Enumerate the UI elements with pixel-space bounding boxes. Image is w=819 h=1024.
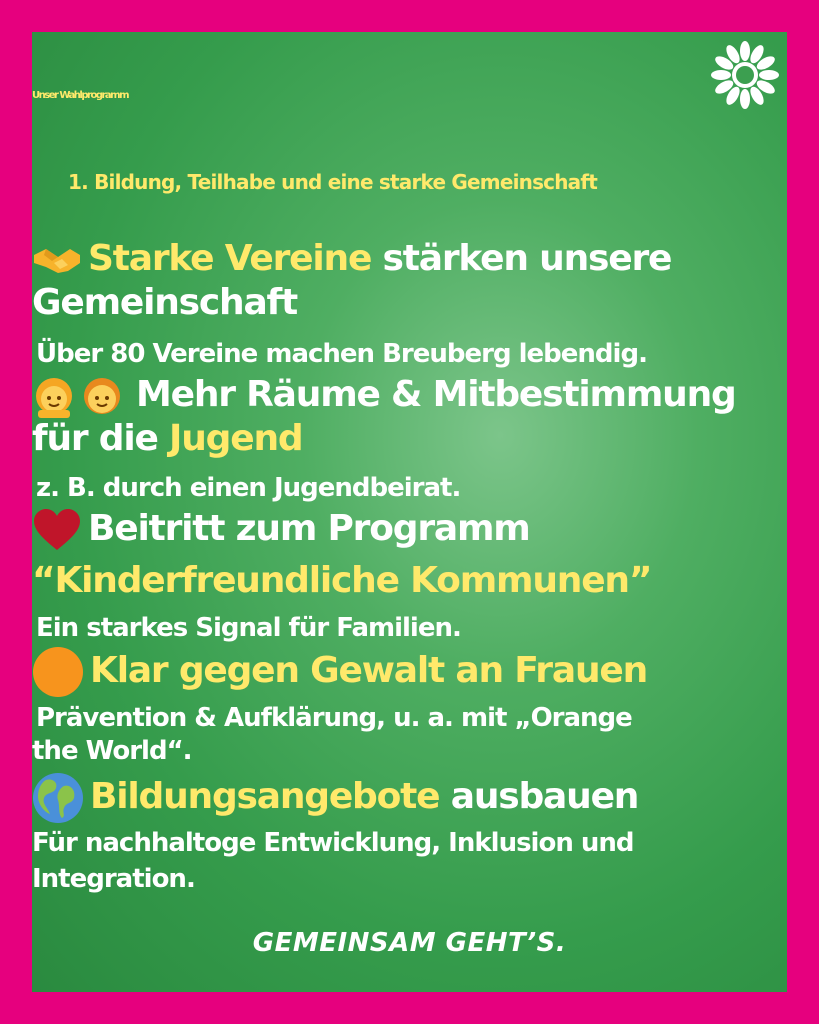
item-5-text-line1: Für nachhaltoge Entwicklung, Inklusion und <box>32 828 634 858</box>
kids-icon <box>32 374 130 418</box>
heart-icon <box>32 508 82 552</box>
item-1-heading <box>32 238 671 280</box>
item-3-heading-line1: Beitritt zum Programm <box>88 508 530 549</box>
item-5-heading-rest: ausbauen <box>439 776 639 817</box>
page-title: Unser Wahlprogramm <box>32 90 128 101</box>
footer-slogan: GEMEINSAM GEHT’S. <box>252 928 567 958</box>
item-1-heading-line2: Gemeinschaft <box>32 282 298 323</box>
handshake-icon <box>32 245 82 275</box>
item-2-heading <box>32 374 736 418</box>
item-1-text: Über 80 Vereine machen Breuberg lebendig. <box>36 339 647 369</box>
item-4-highlight: Klar gegen Gewalt an Frauen <box>90 650 648 691</box>
item-2-highlight: Jugend <box>169 418 303 459</box>
item-5-heading <box>32 772 638 824</box>
item-3-heading-line2 <box>32 560 651 602</box>
item-5-highlight: Bildungsangebote <box>90 776 440 817</box>
item-5-text-line2: Integration. <box>32 864 195 894</box>
item-2-heading-line1: Mehr Räume & Mitbestimmung <box>136 374 736 415</box>
item-1-highlight: Starke Vereine <box>88 238 372 279</box>
item-2-text: z. B. durch einen Jugendbeirat. <box>36 473 461 503</box>
page-subtitle: 1. Bildung, Teilhabe und eine starke Gemeinschaft <box>68 170 598 194</box>
item-3-highlight: “Kinderfreundliche Kommunen” <box>32 560 652 601</box>
item-2-heading-prefix: für die <box>32 418 170 459</box>
item-4-text-line1: Prävention & Aufklärung, u. a. mit „Orange <box>36 703 632 733</box>
item-3-text: Ein starkes Signal für Familien. <box>36 613 461 643</box>
globe-icon <box>32 772 84 824</box>
item-4-heading <box>32 646 647 698</box>
poster-board <box>32 32 787 992</box>
item-1-heading-rest: stärken unsere <box>371 238 672 279</box>
orange-circle-icon <box>32 646 84 698</box>
item-2-heading-line2 <box>32 418 302 460</box>
item-4-text-line2: the World“. <box>32 736 192 766</box>
item-3-heading <box>32 508 530 552</box>
